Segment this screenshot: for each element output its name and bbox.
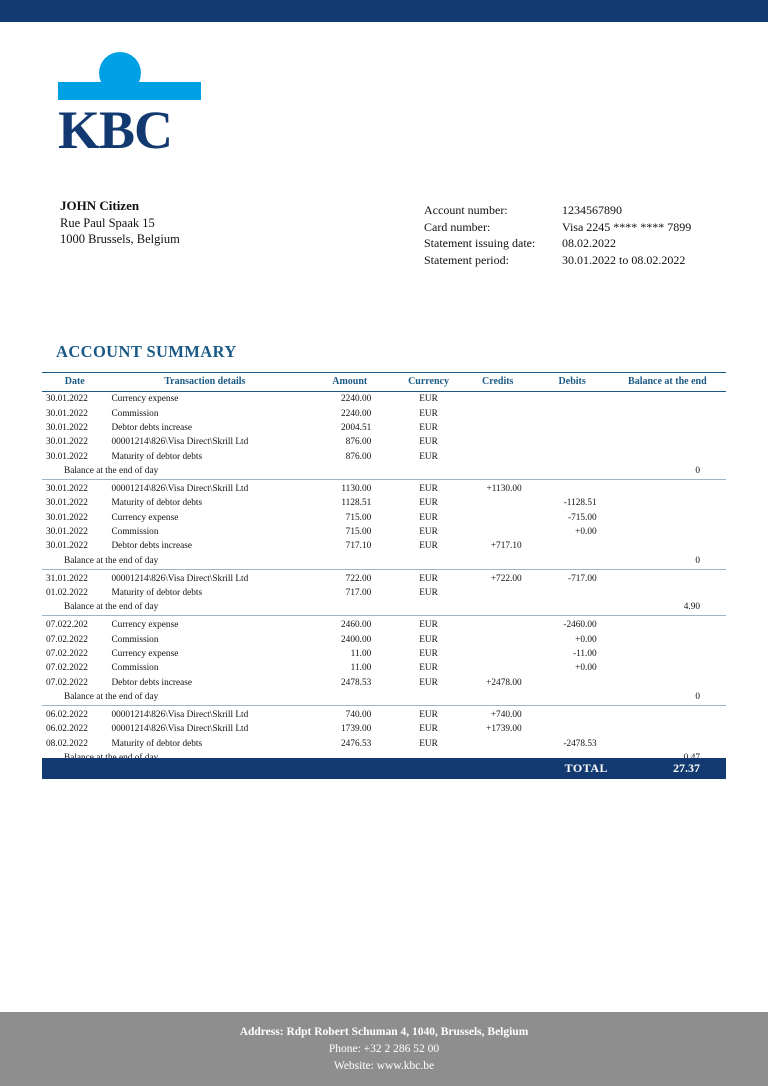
card-number-label: Card number: <box>424 219 491 234</box>
cell-debits <box>536 539 609 553</box>
cell-credits: +740.00 <box>490 709 522 720</box>
cell-date: 30.01.2022 <box>46 408 88 419</box>
balance-label: Balance at the end of day <box>42 690 609 706</box>
cell-details: Commission <box>111 634 159 645</box>
cell-details: Currency expense <box>111 648 179 659</box>
account-number-value: 1234567890 <box>562 203 622 217</box>
cell-date: 07.02.2022 <box>46 663 88 674</box>
cell-date: 30.01.2022 <box>46 527 88 537</box>
cell-balance <box>609 450 726 464</box>
cell-currency: EUR <box>419 634 438 645</box>
table-row <box>42 421 726 435</box>
cell-details: Currency expense <box>111 394 179 405</box>
cell-balance <box>609 736 726 750</box>
cell-date: 31.01.2022 <box>46 573 88 584</box>
cell-details: Maturity of debtor debts <box>111 738 203 749</box>
cell-credits <box>460 616 536 633</box>
cell-details: Commission <box>111 663 159 674</box>
table-row <box>42 647 726 661</box>
cell-currency: EUR <box>419 483 438 494</box>
cell-amount: 2240.00 <box>341 394 372 405</box>
table-row <box>42 705 726 722</box>
cell-balance <box>609 616 726 633</box>
account-summary-title: ACCOUNT SUMMARY <box>56 342 237 361</box>
cell-amount: 11.00 <box>350 648 372 659</box>
cell-credits: +717.10 <box>490 541 522 552</box>
cell-date: 06.02.2022 <box>46 709 88 720</box>
cell-debits: -715.00 <box>568 512 597 523</box>
cell-credits: +2478.00 <box>486 677 522 688</box>
cell-currency: EUR <box>419 677 438 688</box>
table-header-row <box>42 373 726 392</box>
cell-amount: 2460.00 <box>341 620 372 631</box>
page-footer <box>0 1012 768 1086</box>
cell-debits <box>536 705 609 722</box>
cell-date: 30.01.2022 <box>46 541 88 552</box>
cell-details: Currency expense <box>111 620 179 631</box>
cell-details: Commission <box>111 408 159 419</box>
cell-amount: 2478.53 <box>341 677 372 688</box>
cell-currency: EUR <box>419 663 438 674</box>
cell-debits: -2460.00 <box>563 620 597 631</box>
table-row <box>42 392 726 407</box>
cell-date: 07.02.2022 <box>46 677 88 688</box>
cell-debits <box>536 435 609 449</box>
cell-amount: 2004.51 <box>341 422 372 433</box>
table-row <box>42 569 726 586</box>
cell-credits <box>460 661 536 675</box>
cell-debits: +0.00 <box>575 634 597 645</box>
statement-period-label: Statement period: <box>424 252 509 267</box>
account-number-label: Account number: <box>424 203 508 217</box>
cell-details: 00001214\826\Visa Direct\Skrill Ltd <box>111 573 249 584</box>
balance-value: 0 <box>609 554 726 570</box>
cell-amount: 715.00 <box>345 527 372 537</box>
cell-debits <box>536 406 609 420</box>
table-row <box>42 479 726 496</box>
cell-currency: EUR <box>419 527 438 537</box>
table-row <box>42 496 726 510</box>
table-row <box>42 675 726 689</box>
cell-balance <box>609 539 726 553</box>
th-currency: Currency <box>397 373 460 392</box>
cell-credits <box>460 736 536 750</box>
balance-row <box>42 464 726 480</box>
cell-balance <box>609 632 726 646</box>
cell-details: Debtor debts increase <box>111 541 193 552</box>
cell-date: 30.01.2022 <box>46 512 88 523</box>
customer-address-line-1: Rue Paul Spaak 15 <box>60 215 155 230</box>
cell-details: Maturity of debtor debts <box>111 587 203 598</box>
cell-amount: 876.00 <box>345 451 372 462</box>
cell-details: Currency expense <box>111 512 179 523</box>
th-debits: Debits <box>536 373 609 392</box>
cell-details: 00001214\826\Visa Direct\Skrill Ltd <box>111 483 249 494</box>
table-row <box>42 661 726 675</box>
cell-currency: EUR <box>419 573 438 584</box>
table-row <box>42 722 726 736</box>
cell-debits: -717.00 <box>568 573 597 584</box>
balance-row <box>42 690 726 706</box>
cell-balance <box>609 392 726 407</box>
table-row <box>42 736 726 750</box>
cell-balance <box>609 479 726 496</box>
logo-bar-icon <box>58 82 201 100</box>
cell-balance <box>609 569 726 586</box>
cell-debits: +0.00 <box>575 663 597 674</box>
footer-address: Address: Rdpt Robert Schuman 4, 1040, Brussels, Belgium <box>239 1026 529 1038</box>
cell-debits <box>536 675 609 689</box>
total-value: 27.37 <box>673 761 700 775</box>
customer-name: JOHN Citizen <box>60 198 140 213</box>
cell-details: Commission <box>111 527 159 537</box>
cell-credits <box>460 421 536 435</box>
cell-date: 30.01.2022 <box>46 437 88 448</box>
cell-balance <box>609 406 726 420</box>
transactions-table <box>42 372 726 767</box>
cell-credits: +1130.00 <box>486 483 522 494</box>
balance-label: Balance at the end of day <box>42 464 609 480</box>
cell-details: Maturity of debtor debts <box>111 498 203 509</box>
cell-debits: +0.00 <box>575 527 597 537</box>
cell-credits: +1739.00 <box>486 724 522 735</box>
cell-credits <box>460 392 536 407</box>
cell-currency: EUR <box>419 541 438 552</box>
cell-date: 30.01.2022 <box>46 451 88 462</box>
kbc-logo <box>58 52 208 192</box>
cell-date: 06.02.2022 <box>46 724 88 735</box>
cell-balance <box>609 435 726 449</box>
cell-debits: -2478.53 <box>563 738 597 749</box>
cell-balance <box>609 661 726 675</box>
cell-currency: EUR <box>419 408 438 419</box>
top-accent-bar <box>0 0 768 22</box>
cell-currency: EUR <box>419 648 438 659</box>
logo-wordmark: KBC <box>58 100 173 160</box>
th-details: Transaction details <box>107 373 302 392</box>
account-number-row <box>424 202 691 219</box>
cell-credits <box>460 632 536 646</box>
cell-currency: EUR <box>419 738 438 749</box>
card-number-value: Visa 2245 **** **** 7899 <box>562 219 692 234</box>
cell-credits <box>460 586 536 600</box>
cell-debits <box>536 392 609 407</box>
cell-amount: 740.00 <box>345 709 372 720</box>
total-label: TOTAL <box>564 761 608 775</box>
cell-credits <box>460 435 536 449</box>
cell-balance <box>609 525 726 539</box>
th-balance: Balance at the end <box>609 373 726 392</box>
cell-balance <box>609 421 726 435</box>
cell-currency: EUR <box>419 422 438 433</box>
table-row <box>42 406 726 420</box>
cell-credits <box>460 406 536 420</box>
balance-label: Balance at the end of day <box>42 554 609 570</box>
cell-date: 01.02.2022 <box>46 587 88 598</box>
cell-amount: 1128.51 <box>341 498 372 509</box>
issuing-date-value: 08.02.2022 <box>562 236 616 250</box>
cell-date: 07.02.2022 <box>46 634 88 645</box>
cell-balance <box>609 722 726 736</box>
customer-address-line-2: 1000 Brussels, Belgium <box>60 232 180 246</box>
cell-amount: 11.00 <box>350 663 372 674</box>
cell-amount: 2476.53 <box>341 738 372 749</box>
table-row <box>42 586 726 600</box>
cell-balance <box>609 705 726 722</box>
balance-row <box>42 554 726 570</box>
cell-debits <box>536 450 609 464</box>
cell-date: 30.01.2022 <box>46 394 88 405</box>
cell-date: 30.01.2022 <box>46 498 88 509</box>
cell-balance <box>609 675 726 689</box>
cell-currency: EUR <box>419 498 438 509</box>
cell-debits: -1128.51 <box>563 498 597 509</box>
cell-currency: EUR <box>419 620 438 631</box>
cell-debits <box>536 586 609 600</box>
footer-phone: Phone: +32 2 286 52 00 <box>328 1043 440 1055</box>
cell-currency: EUR <box>419 394 438 405</box>
cell-date: 08.02.2022 <box>46 738 88 749</box>
account-meta-block <box>424 202 691 268</box>
cell-currency: EUR <box>419 587 438 598</box>
cell-details: 00001214\826\Visa Direct\Skrill Ltd <box>111 724 249 735</box>
customer-address-block <box>60 198 180 248</box>
th-amount: Amount <box>302 373 397 392</box>
table-row <box>42 616 726 633</box>
cell-details: Debtor debts increase <box>111 677 193 688</box>
cell-balance <box>609 510 726 524</box>
cell-debits <box>536 479 609 496</box>
cell-credits <box>460 525 536 539</box>
cell-currency: EUR <box>419 451 438 462</box>
cell-amount: 1130.00 <box>341 483 372 494</box>
balance-label: Balance at the end of day <box>42 600 609 616</box>
cell-amount: 2400.00 <box>341 634 372 645</box>
cell-date: 07.022.202 <box>46 620 88 631</box>
cell-credits <box>460 496 536 510</box>
cell-balance <box>609 586 726 600</box>
table-row <box>42 632 726 646</box>
cell-debits <box>536 421 609 435</box>
table-row <box>42 525 726 539</box>
cell-amount: 722.00 <box>345 573 372 584</box>
cell-date: 30.01.2022 <box>46 483 88 494</box>
cell-date: 30.01.2022 <box>46 422 88 433</box>
cell-amount: 717.10 <box>345 541 372 552</box>
balance-row <box>42 600 726 616</box>
table-row <box>42 435 726 449</box>
th-credits: Credits <box>460 373 536 392</box>
cell-details: Debtor debts increase <box>111 422 193 433</box>
cell-amount: 715.00 <box>345 512 372 523</box>
cell-balance <box>609 496 726 510</box>
table-body <box>42 392 726 767</box>
total-bar <box>42 758 726 779</box>
cell-date: 07.02.2022 <box>46 648 88 659</box>
table-row <box>42 450 726 464</box>
cell-balance <box>609 647 726 661</box>
cell-details: 00001214\826\Visa Direct\Skrill Ltd <box>111 709 249 720</box>
th-date: Date <box>42 373 107 392</box>
issuing-date-label: Statement issuing date: <box>424 236 536 250</box>
cell-amount: 1739.00 <box>341 724 372 735</box>
footer-website: Website: www.kbc.be <box>333 1060 435 1072</box>
cell-currency: EUR <box>419 709 438 720</box>
table-row <box>42 510 726 524</box>
table-row <box>42 539 726 553</box>
cell-currency: EUR <box>419 512 438 523</box>
cell-details: 00001214\826\Visa Direct\Skrill Ltd <box>111 437 249 448</box>
cell-amount: 876.00 <box>345 437 372 448</box>
table-header <box>42 373 726 392</box>
cell-amount: 717.00 <box>345 587 372 598</box>
cell-currency: EUR <box>419 437 438 448</box>
cell-credits <box>460 450 536 464</box>
cell-amount: 2240.00 <box>341 408 372 419</box>
cell-debits <box>536 722 609 736</box>
issuing-date-row <box>424 235 691 252</box>
cell-credits: +722.00 <box>490 573 522 584</box>
statement-period-row <box>424 252 691 269</box>
balance-value: 4.90 <box>609 600 726 616</box>
balance-value: 0 <box>609 690 726 706</box>
cell-credits <box>460 647 536 661</box>
statement-period-value: 30.01.2022 to 08.02.2022 <box>562 252 686 267</box>
cell-currency: EUR <box>419 724 438 735</box>
cell-debits: -11.00 <box>573 648 597 659</box>
balance-value: 0 <box>609 464 726 480</box>
document-content <box>0 22 768 1012</box>
cell-details: Maturity of debtor debts <box>111 451 203 462</box>
transactions-table-wrap <box>42 372 726 767</box>
cell-credits <box>460 510 536 524</box>
card-number-row <box>424 219 691 236</box>
